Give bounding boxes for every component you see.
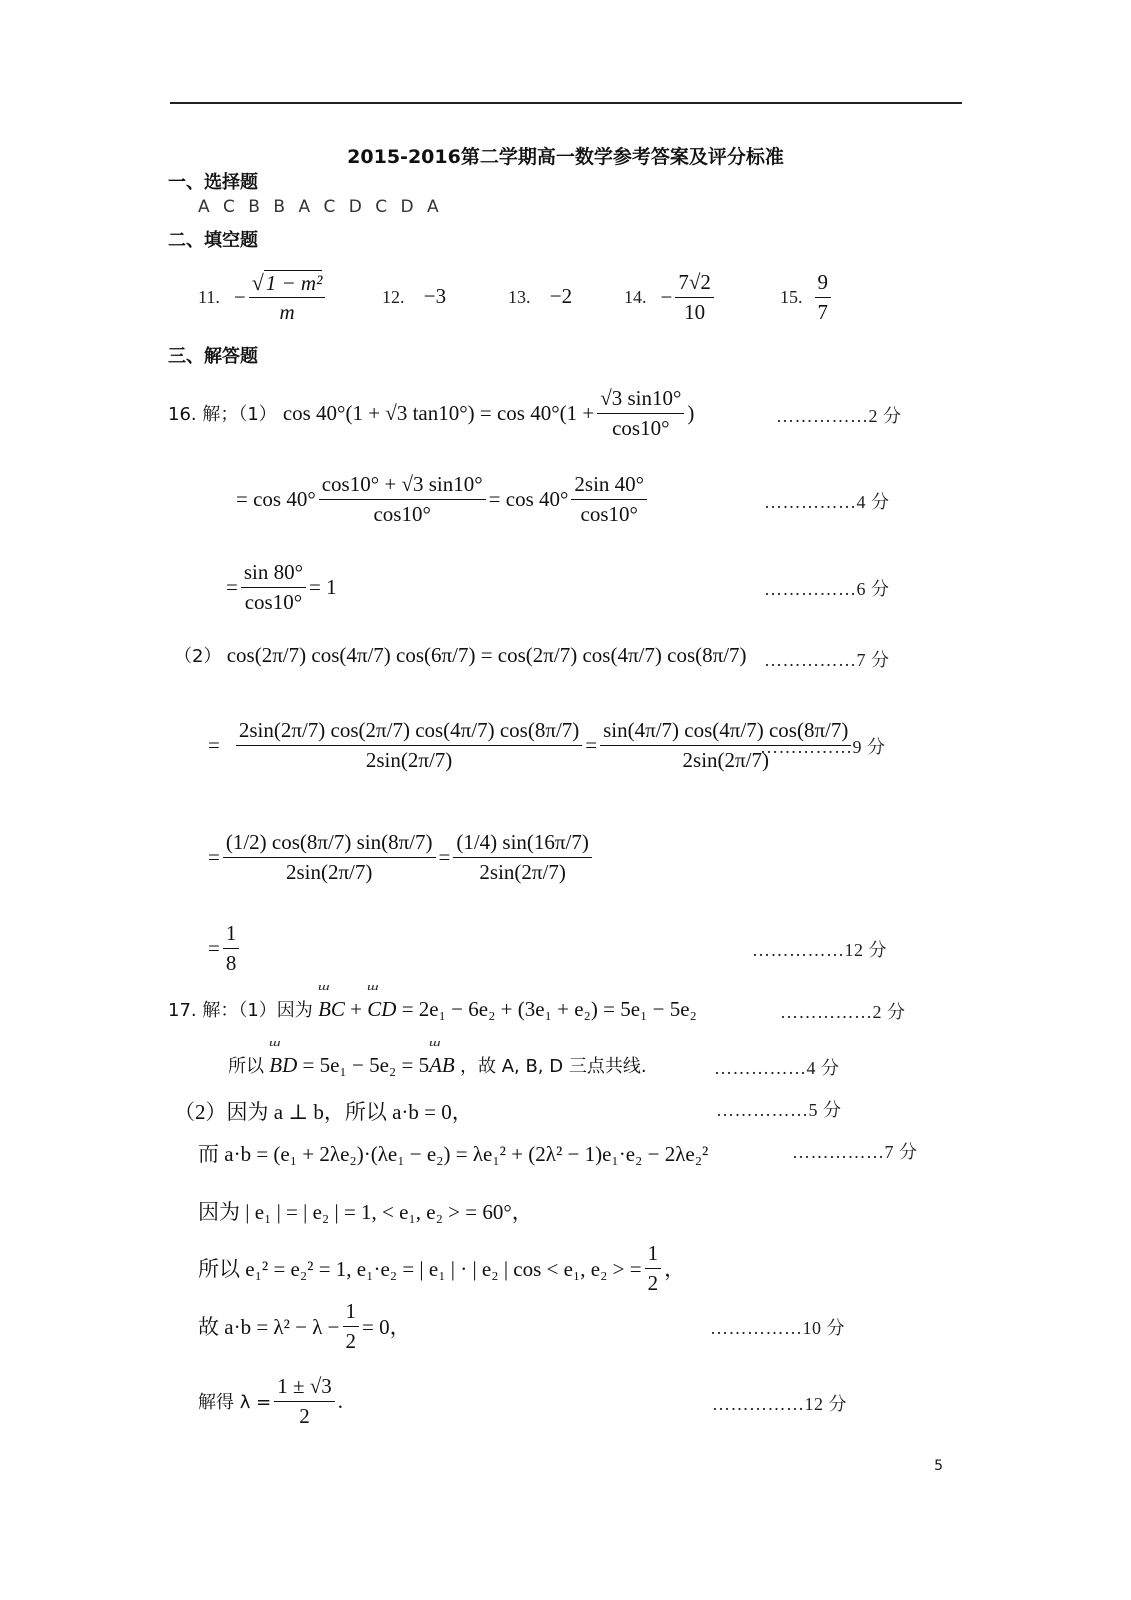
- expression: = 0，: [362, 1315, 411, 1339]
- numerator: 2sin(2π/7) cos(2π/7) cos(4π/7) cos(8π/7): [236, 718, 582, 745]
- q16-line-1: [168, 382, 694, 444]
- page-number: 5: [934, 1458, 943, 1474]
- conclusion-text: ，故 A, B, D 三点共线.: [459, 1056, 647, 1077]
- item-number: 13.: [508, 287, 531, 307]
- q17-line-1: [168, 996, 697, 1022]
- fill-item-13: [508, 284, 572, 309]
- q16-line-6: [208, 812, 595, 902]
- q16-line-3: [226, 556, 337, 618]
- minus-sign: −: [233, 284, 246, 309]
- numerator: 7√2: [675, 270, 714, 297]
- score-q16-1: ……………2 分: [776, 406, 902, 426]
- expression: 所以 e₁² = e₂² = 1, e₁·e₂ = | e₁ | · | e₂ | cos < e₁, e₂ > =: [198, 1257, 642, 1281]
- item-number: 15.: [780, 286, 803, 307]
- denominator: 10: [684, 299, 706, 324]
- score-q17-2: ……………4 分: [714, 1058, 840, 1078]
- expression: = 1: [309, 574, 337, 599]
- fraction: [453, 830, 592, 883]
- score-q16-4: ……………7 分: [764, 650, 890, 670]
- equals-sign: =: [226, 574, 238, 599]
- numerator: 1 − m²: [265, 270, 323, 295]
- numerator: 1: [223, 921, 240, 948]
- equals-sign: =: [208, 935, 220, 960]
- denominator: 2: [299, 1403, 310, 1428]
- expression: 解得 λ =: [198, 1392, 272, 1413]
- fraction: [274, 1374, 335, 1427]
- numerator: 1: [645, 1241, 662, 1268]
- q16-line-7: [208, 918, 242, 978]
- minus-sign: −: [660, 284, 673, 309]
- fraction: [815, 270, 832, 323]
- item-number: 12.: [382, 287, 405, 307]
- denominator: 2sin(2π/7): [479, 859, 566, 884]
- expression: = 2e₁ − 6e₂ + (3e₁ + e₂) = 5e₁ − 5e₂: [401, 997, 697, 1021]
- denominator: m: [279, 300, 295, 325]
- answer-value: −3: [423, 284, 447, 308]
- q17-line-5: 因为 | e₁ | = | e₂ | = 1, < e₁, e₂ > = 60°，: [198, 1200, 533, 1224]
- score-q17-5: ……………10 分: [710, 1318, 845, 1338]
- fill-item-14: [624, 262, 717, 332]
- vector-bd: ш BD: [269, 1053, 297, 1078]
- q17-line-3: （2）因为 a ⊥ b，所以 a·b = 0，: [174, 1100, 473, 1124]
- denominator: 2sin(2π/7): [365, 747, 453, 772]
- fraction: [319, 472, 486, 525]
- q17-line-2: [228, 1052, 647, 1078]
- score-q17-6: ……………12 分: [712, 1394, 847, 1414]
- numerator: cos10° + √3 sin10°: [319, 472, 486, 499]
- item-number: 14.: [624, 286, 647, 307]
- equals-sign: =: [585, 732, 598, 757]
- expression: cos(2π/7) cos(4π/7) cos(6π/7) = cos(2π/7) cos(4π/7) cos(8π/7): [226, 643, 747, 667]
- score-q16-2: ……………4 分: [764, 492, 890, 512]
- plus-sign: +: [350, 997, 362, 1021]
- numerator: sin(4π/7) cos(4π/7) cos(8π/7): [600, 718, 851, 745]
- vector-ab: ш AB: [429, 1053, 455, 1078]
- denominator: cos10°: [244, 589, 303, 614]
- fraction: [571, 472, 647, 525]
- section-heading-fill: 二、填空题: [168, 230, 258, 251]
- score-q16-6: ……………12 分: [752, 940, 887, 960]
- fraction: $\frac{\text{√1 − m²}}{m}$: [249, 270, 326, 324]
- equals-sign: =: [438, 844, 451, 869]
- expression: ，: [664, 1257, 686, 1281]
- fraction: [223, 830, 436, 883]
- q17-line-4: 而 a·b = (e₁ + 2λe₂)·(λe₁ − e₂) = λe₁² + (2λ² − 1)e₁·e₂ − 2λe₂²: [198, 1142, 709, 1166]
- score-q17-4: ……………7 分: [792, 1142, 918, 1162]
- top-rule: [170, 102, 962, 104]
- numerator: sin 80°: [241, 560, 306, 587]
- score-q17-3: ……………5 分: [716, 1100, 842, 1120]
- numerator: 1 ± √3: [274, 1374, 335, 1401]
- section-heading-choice: 一、选择题: [168, 172, 258, 193]
- expression: ): [687, 400, 695, 425]
- q17-line-6: [198, 1238, 685, 1298]
- denominator: 2sin(2π/7): [682, 747, 769, 772]
- expression: = 5e₁ − 5e₂ = 5: [302, 1053, 430, 1077]
- expression: = cos 40°: [236, 486, 316, 511]
- denominator: 2sin(2π/7): [285, 859, 373, 884]
- equals-sign: =: [208, 732, 220, 757]
- vector-cd: ш CD: [367, 997, 396, 1022]
- denominator: 2: [647, 1270, 659, 1295]
- choice-answers: A C B B A C D C D A: [198, 197, 443, 217]
- denominator: 8: [225, 950, 237, 975]
- expression: = cos 40°: [488, 486, 569, 511]
- fill-item-15: [780, 262, 834, 332]
- numerator: 2sin 40°: [571, 472, 647, 499]
- numerator: (1/4) sin(16π/7): [453, 830, 592, 857]
- fill-item-12: [382, 284, 446, 309]
- fraction: [223, 921, 240, 974]
- q16-line-5: [208, 700, 854, 790]
- expression: .: [337, 1388, 343, 1413]
- denominator: cos10°: [373, 501, 431, 526]
- q17-line-7: [198, 1296, 411, 1356]
- equals-sign: =: [208, 844, 220, 869]
- denominator: 2: [345, 1328, 357, 1353]
- numerator: 9: [815, 270, 832, 297]
- vector-bc: ш BC: [318, 997, 345, 1022]
- denominator: 7: [817, 299, 828, 324]
- score-q17-1: ……………2 分: [780, 1002, 906, 1022]
- score-q16-5: ……………9 分: [760, 737, 886, 757]
- score-q16-3: ……………6 分: [764, 579, 890, 599]
- fraction: [241, 560, 306, 613]
- fraction: [675, 270, 714, 323]
- fraction: [236, 718, 582, 771]
- denominator: cos10°: [580, 501, 638, 526]
- question-label: 16. 解；（1）: [168, 404, 277, 425]
- q16-line-2: [236, 468, 650, 530]
- section-heading-solve: 三、解答题: [168, 346, 258, 367]
- question-label: 17. 解：（1）因为: [168, 1000, 313, 1021]
- expression: cos 40°(1 + √3 tan10°) = cos 40°(1 +: [282, 400, 595, 425]
- q17-line-8: [198, 1370, 343, 1432]
- part-label: （2）: [174, 646, 222, 667]
- numerator: √3 sin10°: [597, 386, 684, 413]
- text-prefix: 所以: [228, 1056, 264, 1077]
- expression: 故 a·b = λ² − λ −: [198, 1315, 340, 1339]
- fraction: [343, 1299, 360, 1352]
- answer-value: −2: [549, 284, 573, 308]
- numerator: (1/2) cos(8π/7) sin(8π/7): [223, 830, 436, 857]
- fraction: [597, 386, 684, 439]
- fill-item-11: [198, 262, 328, 332]
- fraction: [645, 1241, 662, 1294]
- q16-line-4: [174, 642, 747, 668]
- numerator: 1: [343, 1299, 360, 1326]
- item-number: 11.: [198, 286, 220, 307]
- document-title: 2015-2016第二学期高一数学参考答案及评分标准: [347, 146, 784, 168]
- denominator: cos10°: [612, 415, 670, 440]
